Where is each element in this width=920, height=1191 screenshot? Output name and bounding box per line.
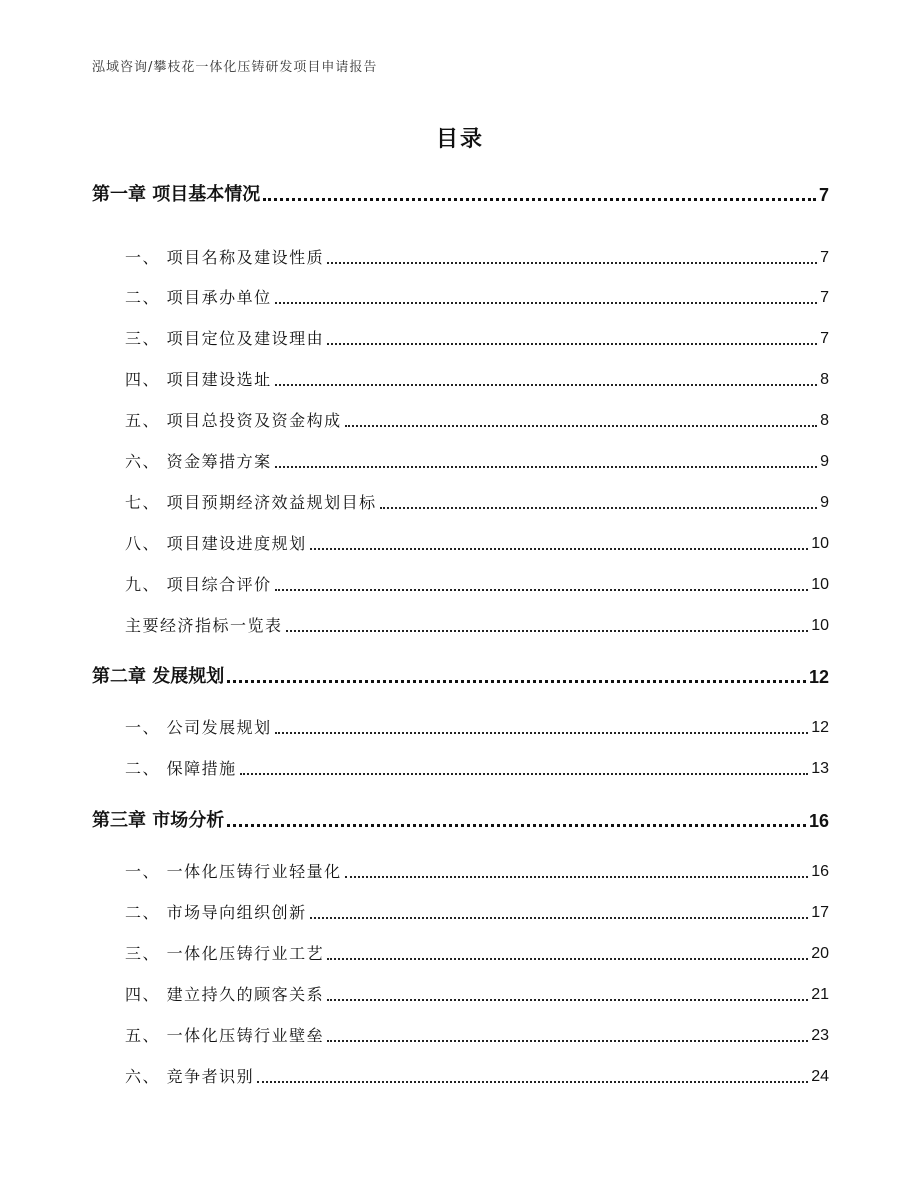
running-header: 泓域咨询/攀枝花一体化压铸研发项目申请报告 bbox=[92, 60, 378, 75]
toc-leader-dots bbox=[275, 465, 818, 468]
toc-entry-label: 五、 项目总投资及资金构成 bbox=[125, 411, 342, 430]
toc-page-number: 16 bbox=[808, 811, 829, 831]
toc-leader-dots bbox=[327, 957, 808, 960]
toc-page-number: 20 bbox=[811, 945, 829, 962]
toc-section[interactable] bbox=[125, 331, 829, 347]
toc-leader-dots bbox=[310, 547, 809, 550]
toc-leader-dots bbox=[345, 875, 809, 878]
toc-section[interactable] bbox=[125, 250, 829, 266]
toc-entry-label: 六、 竞争者识别 bbox=[125, 1067, 255, 1086]
toc-page-number: 9 bbox=[820, 453, 829, 470]
toc-entry-label: 第一章 项目基本情况 bbox=[92, 184, 261, 205]
toc-entry-label: 七、 项目预期经济效益规划目标 bbox=[125, 493, 377, 512]
toc-leader-dots bbox=[345, 424, 818, 427]
toc-entry-label: 三、 一体化压铸行业工艺 bbox=[125, 944, 325, 963]
toc-section[interactable] bbox=[125, 987, 829, 1003]
toc-entry-label: 八、 项目建设进度规划 bbox=[125, 534, 307, 553]
toc-entry-label: 六、 资金筹措方案 bbox=[125, 452, 272, 471]
toc-section[interactable] bbox=[125, 1028, 829, 1044]
toc-page-number: 7 bbox=[820, 249, 829, 266]
toc-entry-label: 主要经济指标一览表 bbox=[125, 616, 283, 635]
toc-title: 目录 bbox=[435, 127, 484, 152]
toc-entry-label: 一、 公司发展规划 bbox=[125, 718, 272, 737]
toc-leader-dots bbox=[327, 998, 808, 1001]
toc-page-number: 8 bbox=[820, 371, 829, 388]
toc-leader-dots bbox=[275, 588, 809, 591]
toc-leader-dots bbox=[275, 301, 818, 304]
toc-section[interactable] bbox=[125, 905, 829, 921]
toc-page-number: 12 bbox=[808, 667, 829, 687]
toc-section[interactable] bbox=[125, 577, 829, 593]
toc-entry-label: 二、 保障措施 bbox=[125, 759, 237, 778]
toc-page-number: 23 bbox=[811, 1027, 829, 1044]
toc-chapter-2[interactable] bbox=[92, 668, 829, 686]
toc-page-number: 10 bbox=[811, 576, 829, 593]
toc-leader-dots bbox=[275, 383, 818, 386]
toc-leader-dots bbox=[240, 772, 809, 775]
toc-section[interactable] bbox=[125, 454, 829, 470]
toc-entry-label: 五、 一体化压铸行业壁垒 bbox=[125, 1026, 325, 1045]
toc-leader-dots bbox=[263, 197, 816, 201]
toc-section[interactable] bbox=[125, 413, 829, 429]
toc-page-number: 10 bbox=[811, 617, 829, 634]
toc-section[interactable] bbox=[125, 761, 829, 777]
toc-entry-label: 第三章 市场分析 bbox=[92, 810, 225, 831]
toc-page-number: 12 bbox=[811, 719, 829, 736]
toc-entry-label: 九、 项目综合评价 bbox=[125, 575, 272, 594]
toc-page-number: 8 bbox=[820, 412, 829, 429]
toc-page-number: 7 bbox=[820, 289, 829, 306]
toc-page-number: 21 bbox=[811, 986, 829, 1003]
toc-page-number: 7 bbox=[818, 185, 829, 205]
toc-section[interactable] bbox=[125, 290, 829, 306]
toc-entry-label: 二、 项目承办单位 bbox=[125, 288, 272, 307]
toc-entry-label: 一、 项目名称及建设性质 bbox=[125, 248, 325, 267]
toc-leader-dots bbox=[227, 679, 806, 683]
toc-leader-dots bbox=[257, 1080, 808, 1083]
toc-page-number: 24 bbox=[811, 1068, 829, 1085]
toc-leader-dots bbox=[327, 342, 817, 345]
toc-leader-dots bbox=[275, 731, 809, 734]
toc-page-number: 9 bbox=[820, 494, 829, 511]
toc-chapter-1[interactable] bbox=[92, 186, 829, 204]
toc-section[interactable] bbox=[125, 1069, 829, 1085]
toc-section[interactable] bbox=[125, 372, 829, 388]
toc-chapter-3[interactable] bbox=[92, 812, 829, 830]
toc-leader-dots bbox=[327, 1039, 808, 1042]
toc-entry-label: 第二章 发展规划 bbox=[92, 666, 225, 687]
toc-leader-dots bbox=[227, 823, 806, 827]
toc-entry-label: 二、 市场导向组织创新 bbox=[125, 903, 307, 922]
toc-entry-label: 三、 项目定位及建设理由 bbox=[125, 329, 325, 348]
toc-leader-dots bbox=[286, 629, 809, 632]
toc-leader-dots bbox=[380, 506, 818, 509]
toc-entry-label: 一、 一体化压铸行业轻量化 bbox=[125, 862, 342, 881]
toc-page-number: 17 bbox=[811, 904, 829, 921]
toc-page-number: 7 bbox=[820, 330, 829, 347]
toc-section[interactable] bbox=[125, 864, 829, 880]
toc-page-number: 10 bbox=[811, 535, 829, 552]
toc-section[interactable] bbox=[125, 618, 829, 634]
toc-page-number: 16 bbox=[811, 863, 829, 880]
toc-section[interactable] bbox=[125, 536, 829, 552]
toc-leader-dots bbox=[310, 916, 809, 919]
toc-section[interactable] bbox=[125, 946, 829, 962]
toc-entry-label: 四、 项目建设选址 bbox=[125, 370, 272, 389]
toc-section[interactable] bbox=[125, 495, 829, 511]
toc-entry-label: 四、 建立持久的顾客关系 bbox=[125, 985, 325, 1004]
toc-leader-dots bbox=[327, 261, 817, 264]
toc-section[interactable] bbox=[125, 720, 829, 736]
toc-page-number: 13 bbox=[811, 760, 829, 777]
